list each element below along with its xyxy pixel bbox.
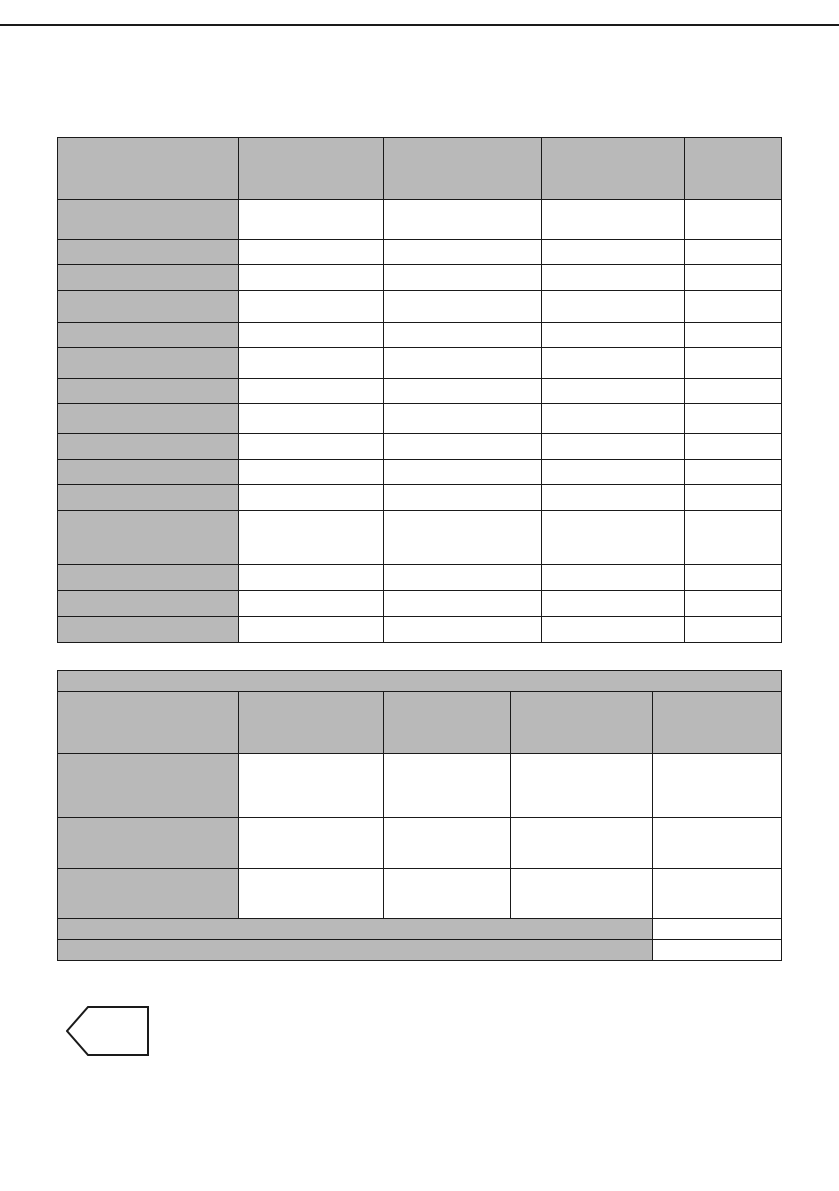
- table-cell: [685, 348, 782, 379]
- table-cell: [239, 818, 384, 869]
- table-header-row: [58, 138, 782, 200]
- row-label-cell: [58, 591, 239, 617]
- table-row: [58, 460, 782, 485]
- table-cell: [542, 291, 685, 323]
- row-label-cell: [58, 291, 239, 323]
- table-row: [58, 818, 782, 869]
- table-row: [58, 200, 782, 240]
- table-cell: [239, 434, 384, 460]
- row-label-cell: [58, 434, 239, 460]
- table-cell: [542, 485, 685, 511]
- table-cell: [384, 434, 542, 460]
- header-cell: [239, 138, 384, 200]
- table-cell: [511, 754, 653, 818]
- table-cell: [542, 200, 685, 240]
- header-cell: [384, 138, 542, 200]
- row-label-cell: [58, 869, 239, 919]
- row-label-cell: [58, 754, 239, 818]
- row-label-cell: [58, 511, 239, 565]
- table-cell: [511, 818, 653, 869]
- table-cell: [685, 323, 782, 348]
- table-cell: [685, 511, 782, 565]
- row-label-cell: [58, 265, 239, 291]
- table-row: [58, 565, 782, 591]
- table-row: [58, 754, 782, 818]
- table-header-row: [58, 692, 782, 754]
- row-label-cell: [58, 565, 239, 591]
- table-cell: [542, 511, 685, 565]
- table-cell: [685, 379, 782, 404]
- table-row: [58, 869, 782, 919]
- table-cell: [384, 754, 511, 818]
- table-cell: [384, 617, 542, 643]
- table-cell: [239, 404, 384, 434]
- table-cell: [239, 511, 384, 565]
- table-row: [58, 617, 782, 643]
- table-cell: [542, 434, 685, 460]
- table-cell: [653, 754, 782, 818]
- row-label-cell: [58, 200, 239, 240]
- table-cell: [542, 460, 685, 485]
- table-cell: [685, 617, 782, 643]
- table-cell: [511, 869, 653, 919]
- table-cell: [384, 379, 542, 404]
- table-cell: [542, 617, 685, 643]
- table-cell: [685, 434, 782, 460]
- table-cell: [239, 565, 384, 591]
- header-cell: [685, 138, 782, 200]
- table-cell: [685, 565, 782, 591]
- table-cell: [239, 348, 384, 379]
- table-cell: [685, 200, 782, 240]
- row-label-cell: [58, 818, 239, 869]
- summary-table: [57, 670, 782, 961]
- table-cell: [384, 404, 542, 434]
- summary-value: [653, 940, 782, 961]
- table-cell: [239, 485, 384, 511]
- table-cell: [239, 617, 384, 643]
- row-label-cell: [58, 240, 239, 265]
- summary-label: [58, 919, 653, 940]
- header-cell: [511, 692, 653, 754]
- table-cell: [384, 591, 542, 617]
- table-cell: [384, 511, 542, 565]
- table-cell: [239, 460, 384, 485]
- header-cell: [542, 138, 685, 200]
- table-cell: [384, 240, 542, 265]
- table-title-row: [58, 671, 782, 692]
- row-label-cell: [58, 404, 239, 434]
- table-cell: [384, 869, 511, 919]
- table-cell: [239, 291, 384, 323]
- table-row: [58, 379, 782, 404]
- table-row: [58, 511, 782, 565]
- table-cell: [384, 291, 542, 323]
- table-title: [58, 671, 782, 692]
- row-label-cell: [58, 379, 239, 404]
- table-cell: [653, 818, 782, 869]
- table-cell: [653, 869, 782, 919]
- top-rule: [0, 24, 839, 26]
- table-cell: [239, 754, 384, 818]
- table-cell: [542, 565, 685, 591]
- table-row: [58, 434, 782, 460]
- summary-row: [58, 940, 782, 961]
- header-cell: [653, 692, 782, 754]
- table-row: [58, 404, 782, 434]
- table-row: [58, 591, 782, 617]
- table-cell: [542, 591, 685, 617]
- table-cell: [685, 265, 782, 291]
- data-table: [57, 137, 782, 643]
- table-row: [58, 291, 782, 323]
- table-cell: [239, 869, 384, 919]
- header-cell: [239, 692, 384, 754]
- row-label-cell: [58, 348, 239, 379]
- table-row: [58, 240, 782, 265]
- table-cell: [384, 485, 542, 511]
- table-cell: [542, 379, 685, 404]
- table-cell: [384, 565, 542, 591]
- table-cell: [239, 591, 384, 617]
- table-cell: [542, 348, 685, 379]
- table-cell: [384, 323, 542, 348]
- summary-row: [58, 919, 782, 940]
- row-label-cell: [58, 460, 239, 485]
- table-cell: [685, 240, 782, 265]
- table-cell: [384, 265, 542, 291]
- table-cell: [384, 818, 511, 869]
- table-row: [58, 323, 782, 348]
- summary-label: [58, 940, 653, 961]
- table-cell: [239, 240, 384, 265]
- table-cell: [384, 348, 542, 379]
- header-cell: [58, 692, 239, 754]
- row-label-cell: [58, 617, 239, 643]
- table-row: [58, 265, 782, 291]
- table-cell: [239, 265, 384, 291]
- table-row: [58, 348, 782, 379]
- table-cell: [239, 323, 384, 348]
- table-cell: [384, 460, 542, 485]
- table-cell: [542, 265, 685, 291]
- header-cell: [58, 138, 239, 200]
- row-label-cell: [58, 323, 239, 348]
- table-cell: [685, 460, 782, 485]
- table-cell: [239, 200, 384, 240]
- row-label-cell: [58, 485, 239, 511]
- page-tab-icon: [66, 1006, 150, 1056]
- table-row: [58, 485, 782, 511]
- table-cell: [542, 240, 685, 265]
- table-cell: [542, 404, 685, 434]
- table-cell: [542, 323, 685, 348]
- table-cell: [685, 404, 782, 434]
- table-cell: [685, 291, 782, 323]
- table-cell: [239, 379, 384, 404]
- table-cell: [384, 200, 542, 240]
- table-cell: [685, 591, 782, 617]
- table-cell: [685, 485, 782, 511]
- header-cell: [384, 692, 511, 754]
- summary-value: [653, 919, 782, 940]
